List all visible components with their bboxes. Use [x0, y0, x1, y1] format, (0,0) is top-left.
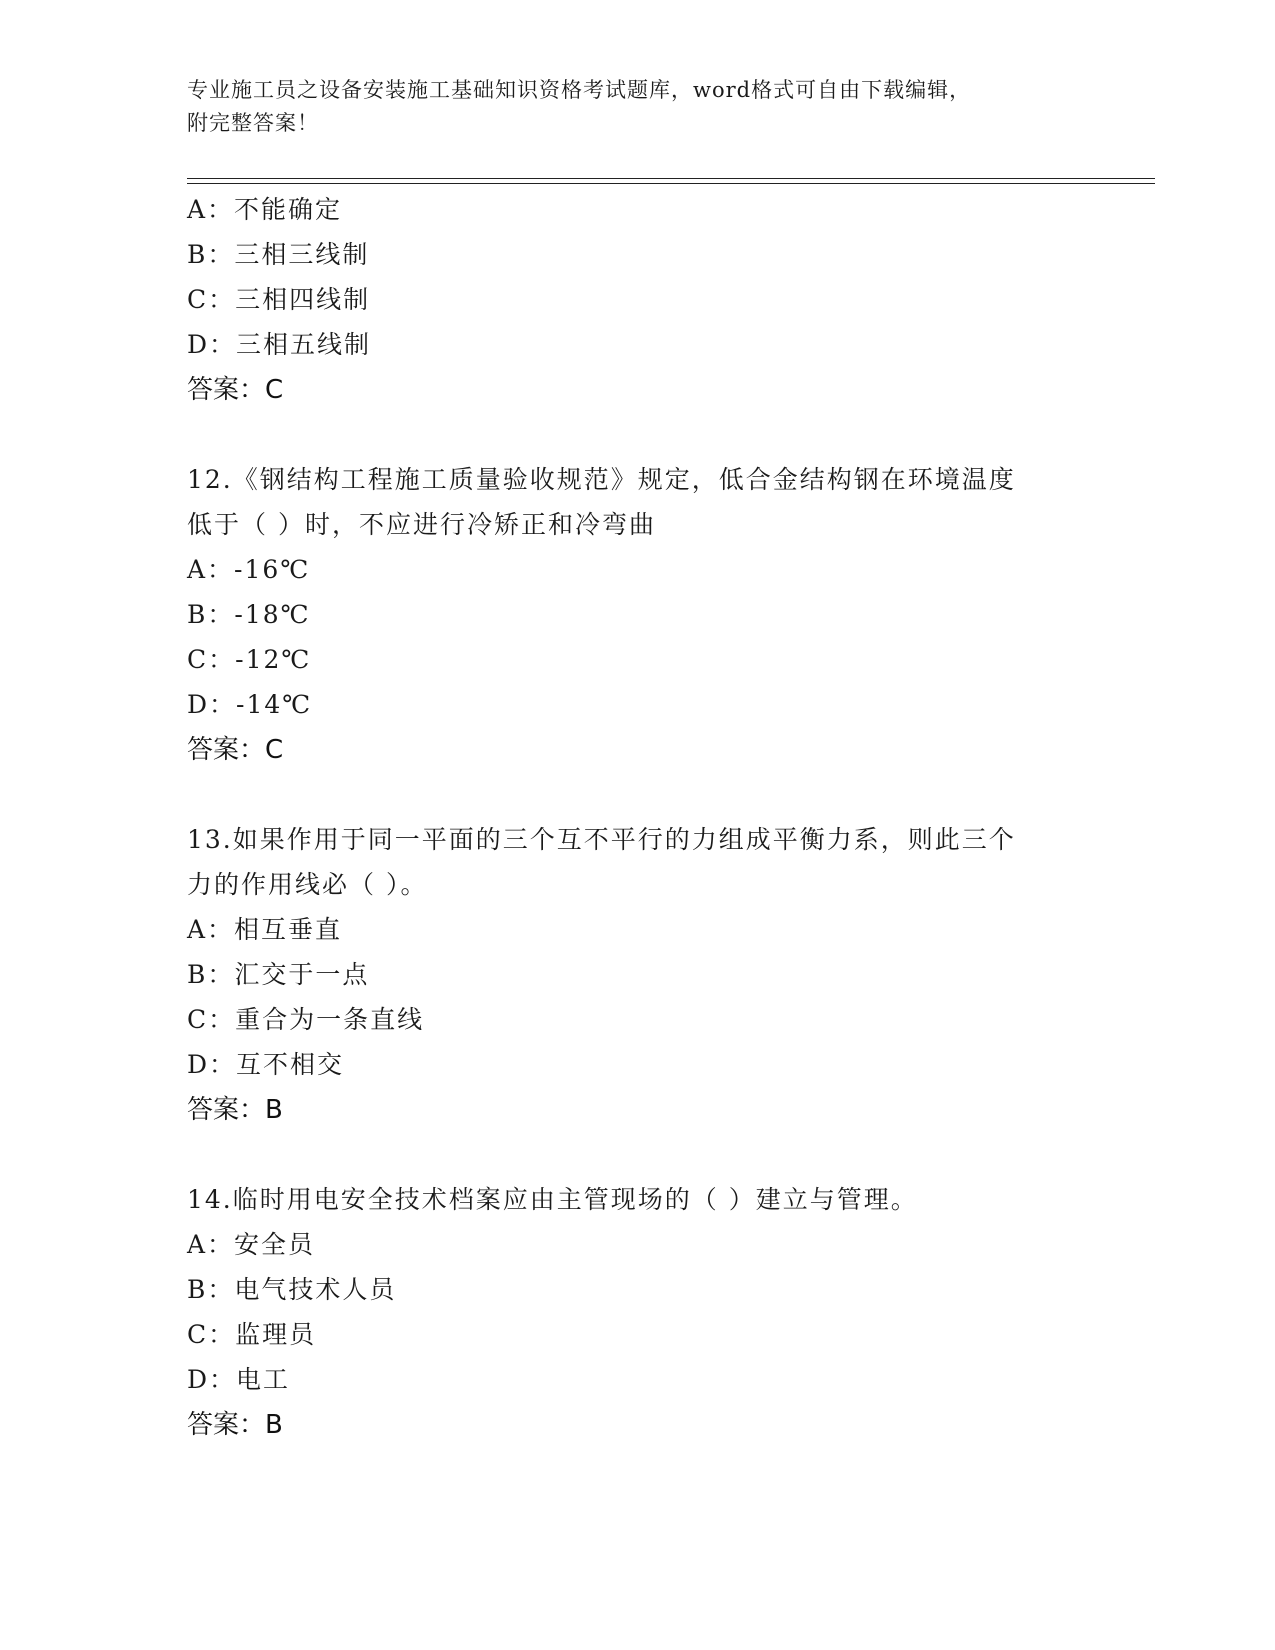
header-line-1: 专业施工员之设备安装施工基础知识资格考试题库，word格式可自由下载编辑，: [187, 78, 972, 102]
q13-option-a: A：相互垂直: [187, 915, 343, 944]
q12-option-d: D：-14℃: [187, 690, 313, 719]
q12-stem-line-1: 12.《钢结构工程施工质量验收规范》规定，低合金结构钢在环境温度: [187, 465, 1016, 494]
q11-option-d: D：三相五线制: [187, 330, 372, 359]
q14-stem-line-1: 14.临时用电安全技术档案应由主管现场的（ ）建立与管理。: [187, 1185, 918, 1214]
q14-answer: 答案：B: [187, 1410, 283, 1440]
q11-option-b: B：三相三线制: [187, 240, 370, 269]
q12-answer: 答案：C: [187, 735, 284, 765]
q13-option-b: B：汇交于一点: [187, 960, 370, 989]
q13-option-c: C：重合为一条直线: [187, 1005, 425, 1034]
q13-option-d: D：互不相交: [187, 1050, 345, 1079]
q12-stem-line-2: 低于（ ）时，不应进行冷矫正和冷弯曲: [187, 510, 656, 539]
q11-option-c: C：三相四线制: [187, 285, 371, 314]
header-rule-bottom: [187, 183, 1155, 184]
header-line-2: 附完整答案！: [187, 111, 319, 135]
q14-option-a: A：安全员: [187, 1230, 316, 1259]
header-rule-top: [187, 178, 1155, 179]
q13-stem-line-2: 力的作用线必（ ）。: [187, 870, 428, 899]
q12-option-b: B：-18℃: [187, 600, 311, 629]
q14-option-c: C：监理员: [187, 1320, 317, 1349]
q13-answer: 答案：B: [187, 1095, 283, 1125]
q14-option-b: B：电气技术人员: [187, 1275, 397, 1304]
q11-answer: 答案：C: [187, 375, 284, 405]
q11-option-a: A：不能确定: [187, 195, 343, 224]
q12-option-c: C：-12℃: [187, 645, 312, 674]
q12-option-a: A：-16℃: [187, 555, 311, 584]
q13-stem-line-1: 13.如果作用于同一平面的三个互不平行的力组成平衡力系，则此三个: [187, 825, 1016, 854]
q14-option-d: D：电工: [187, 1365, 291, 1394]
document-header: [187, 74, 1087, 140]
